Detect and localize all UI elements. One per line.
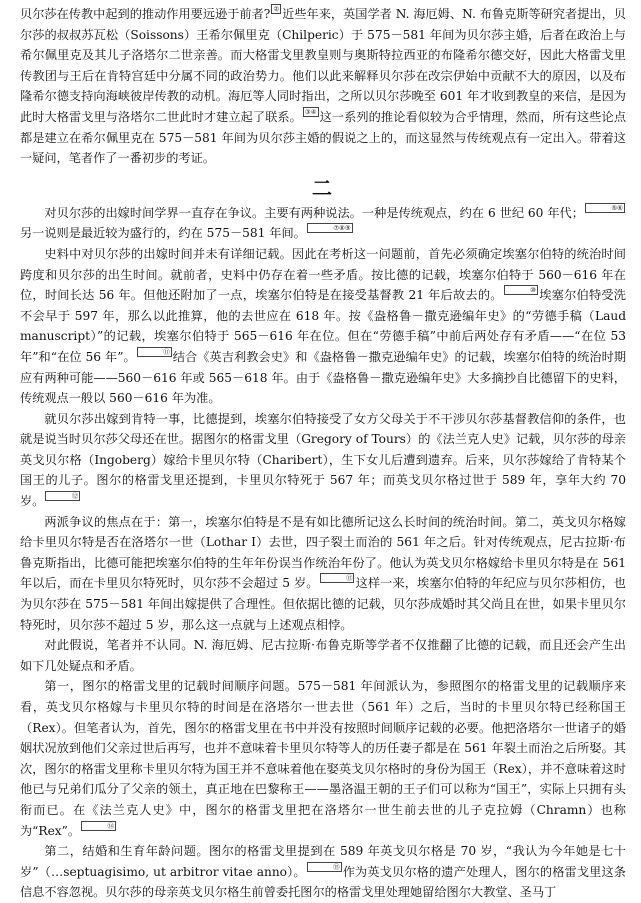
text: 这一系列的推论看似较为合乎情理，然而，所有这些论点都是建立在希尔佩里克在 575－581 年间为贝尔莎主婚的假说之上的，而这显然与传统观点有一定出入。带着这一疑问，笔者作了一番初步的考证。: [20, 109, 627, 166]
footnote-marker[interactable]: ②: [273, 5, 280, 13]
footnote-marker[interactable]: ⑮: [307, 862, 342, 872]
footnote-marker[interactable]: ⑩: [504, 285, 538, 295]
paragraph-intro: [20, 4, 626, 169]
paragraph: [20, 203, 626, 244]
text: 两派争议的焦点在于：第一，埃塞尔伯特是不是有如比德所记这么长时间的统治时间。第二，英戈贝尔格嫁给卡里贝尔特是否在洛塔尔一世（Lothar I）去世，四子裂土而治的 561 年之后。针对传统观点，尼古拉斯·布鲁克斯指出，比德可能把埃塞尔伯特的生年年份误当作统治年份了。他认为英戈贝尔格嫁给卡里贝尔特是在 561 年以后，而在卡里贝尔特死时，贝尔莎不会超过 5 岁。: [20, 514, 626, 591]
text: 对此假说，笔者并不认同。N. 海厄姆、尼古拉斯·布鲁克斯等学者不仅推翻了比德的记载，而且还会产生出如下几处疑点和矛盾。: [20, 638, 626, 673]
footnote-marker[interactable]: ⑤⑥: [585, 203, 625, 213]
footnote-marker[interactable]: ⑪: [137, 347, 172, 357]
text: 结合《英吉利教会史》和《盎格鲁－撒克逊编年史》的记载，埃塞尔伯特的统治时期应有两种可能——560－616 年或 565－618 年。由于《盎格鲁－撒克逊编年史》大多摘抄自比德留下的史料，传统观点一般以 560－616 年为准。: [20, 349, 627, 406]
footnote-marker[interactable]: ③④: [304, 107, 317, 116]
text: 埃塞尔伯特受洗不会早于 597 年，那么以此推算，他的去世应在 618 年。按《盎格鲁－撒克逊编年史》的“劳德手稿（Laud manuscript）”的记载，埃塞尔伯特于 565－616 年在位。但在“劳德手稿”中前后两处存有矛盾——“在位 53 年”和“在位 56 年”。: [20, 288, 626, 364]
paragraph: [20, 635, 626, 676]
text: 史料中对贝尔莎的出嫁时间并未有详细记载。因此在考析这一问题前，首先必须确定埃塞尔伯特的统治时间跨度和贝尔莎的出生时间。就前者，史料中仍存在着一些矛盾。按比德的记载，埃塞尔伯特于 560－616 年在位，时间长达 56 年。但他还附加了一点，埃塞尔伯特是在接受基督教 21 年后故去的。: [20, 246, 626, 303]
text: 就贝尔莎出嫁到肯特一事，比德提到，埃塞尔伯特接受了女方父母关于不干涉贝尔莎基督教信仰的条件，也就是说当时贝尔莎父母还在世。据图尔的格雷戈里（Gregory of Tours）的《法兰克人史》记载，贝尔莎的母亲英戈贝尔格（Ingoberg）嫁给卡里贝尔特（Charibert），生下女儿后遭到遗弃。后来，贝尔莎嫁给了肯特某个国王的儿子。图尔的格雷戈里还提到，卡里贝尔特死于 567 年；而英戈贝尔格过世于 589 年，享年大约 70 岁。: [20, 411, 626, 509]
section-heading: 二: [312, 175, 334, 200]
paragraph: [20, 244, 626, 409]
footnote-marker[interactable]: ⑬: [320, 573, 355, 583]
footnote-marker[interactable]: ⑫: [45, 491, 80, 501]
text: 第二，结婚和生育年龄问题。图尔的格雷戈里提到在 589 年英戈贝尔格是 70 岁，“我认为今年她是七十岁”（…septuagisimo, ut arbitror vitae anno）。: [20, 844, 626, 879]
footnote-marker[interactable]: ⑦⑧⑨: [307, 223, 353, 233]
paragraph: [20, 676, 626, 841]
paragraph: [20, 841, 626, 903]
text: 近些年来，英国学者 N. 海厄姆、N. 布鲁克斯等研究者提出，贝尔莎的叔叔苏瓦松（Soissons）王希尔佩里克（Chilperic）于 575－581 年间为贝尔莎主婚，后者在政治上与希尔佩里克及其儿子洛塔尔二世亲善。而大格雷戈里教皇则与奥斯特拉西亚的布隆希尔德交好，因此大格雷戈里传教团与王后在肯特宫廷中分属不同的政治势力。他们以此来解释贝尔莎在改宗伊始中贡献不大的原因，以及布隆希尔德支持向海峡彼岸传教的动机。海厄等人同时指出，之所以贝尔莎晚至 601 年才收到教皇的来信，是因为此时大格雷戈里与洛塔尔二世此时才建立起了联系。: [20, 7, 626, 124]
text: 对贝尔莎的出嫁时间学界一直存在争议。主要有两种说法。一种是传统观点，约在 6 世纪 60 年代；: [44, 205, 584, 220]
text: 贝尔莎在传教中起到的推动作用要远逊于前者?: [20, 7, 271, 21]
paragraph: [20, 409, 626, 512]
footnote-marker[interactable]: ⑭: [81, 821, 116, 831]
text: 第一，图尔的格雷戈里的记载时间顺序问题。575－581 年间派认为，参照图尔的格雷戈里的记载顺序来看，英戈贝尔格嫁与卡里贝尔特的时间是在洛塔尔一世去世（561 年）之后，当时的卡里贝尔特已经称国王（Rex）。但笔者认为，首先，图尔的格雷戈里在书中并没有按照时间顺序记载的必要。他把洛塔尔一世诸子的婚姻状况放到他们父亲过世后再写，也并不意味着卡里贝尔特等人的历任妻子都是在 561 年裂土而治之后所娶。其次，图尔的格雷戈里称卡里贝尔特为国王并不意味着他在娶英戈贝尔格时的身份为国王（Rex），并不意味着这时他已与兄弟们瓜分了父亲的领土，真正地在巴黎称王——墨洛温王朝的王子们可以称为“国王”，实际上只拥有头衔而已。在《法兰克人史》中，图尔的格雷戈里把在洛塔尔一世生前去世的儿子克拉姆（Chramn）也称为“Rex”。: [20, 679, 626, 838]
text: 作为英戈贝尔格的遗产处理人，图尔的格雷戈里这条信息不容忽视。贝尔莎的母亲英戈贝尔格生前曾委托图尔的格雷戈里处理她留给图尔大教堂、圣马丁: [20, 864, 626, 900]
text: 这样一来，埃塞尔伯特的年纪应与贝尔莎相仿，也为贝尔莎在 575－581 年间出嫁提供了合理性。但依据比德的记载，贝尔莎成婚时其父尚且在世，如果卡里贝尔特死时，贝尔莎不超过 5 岁，那么这一点就与上述观点相悖。: [20, 576, 626, 632]
text: 另一说则是最近较为盛行的，约在 575－581 年间。: [20, 226, 306, 241]
paragraph: [20, 512, 626, 636]
